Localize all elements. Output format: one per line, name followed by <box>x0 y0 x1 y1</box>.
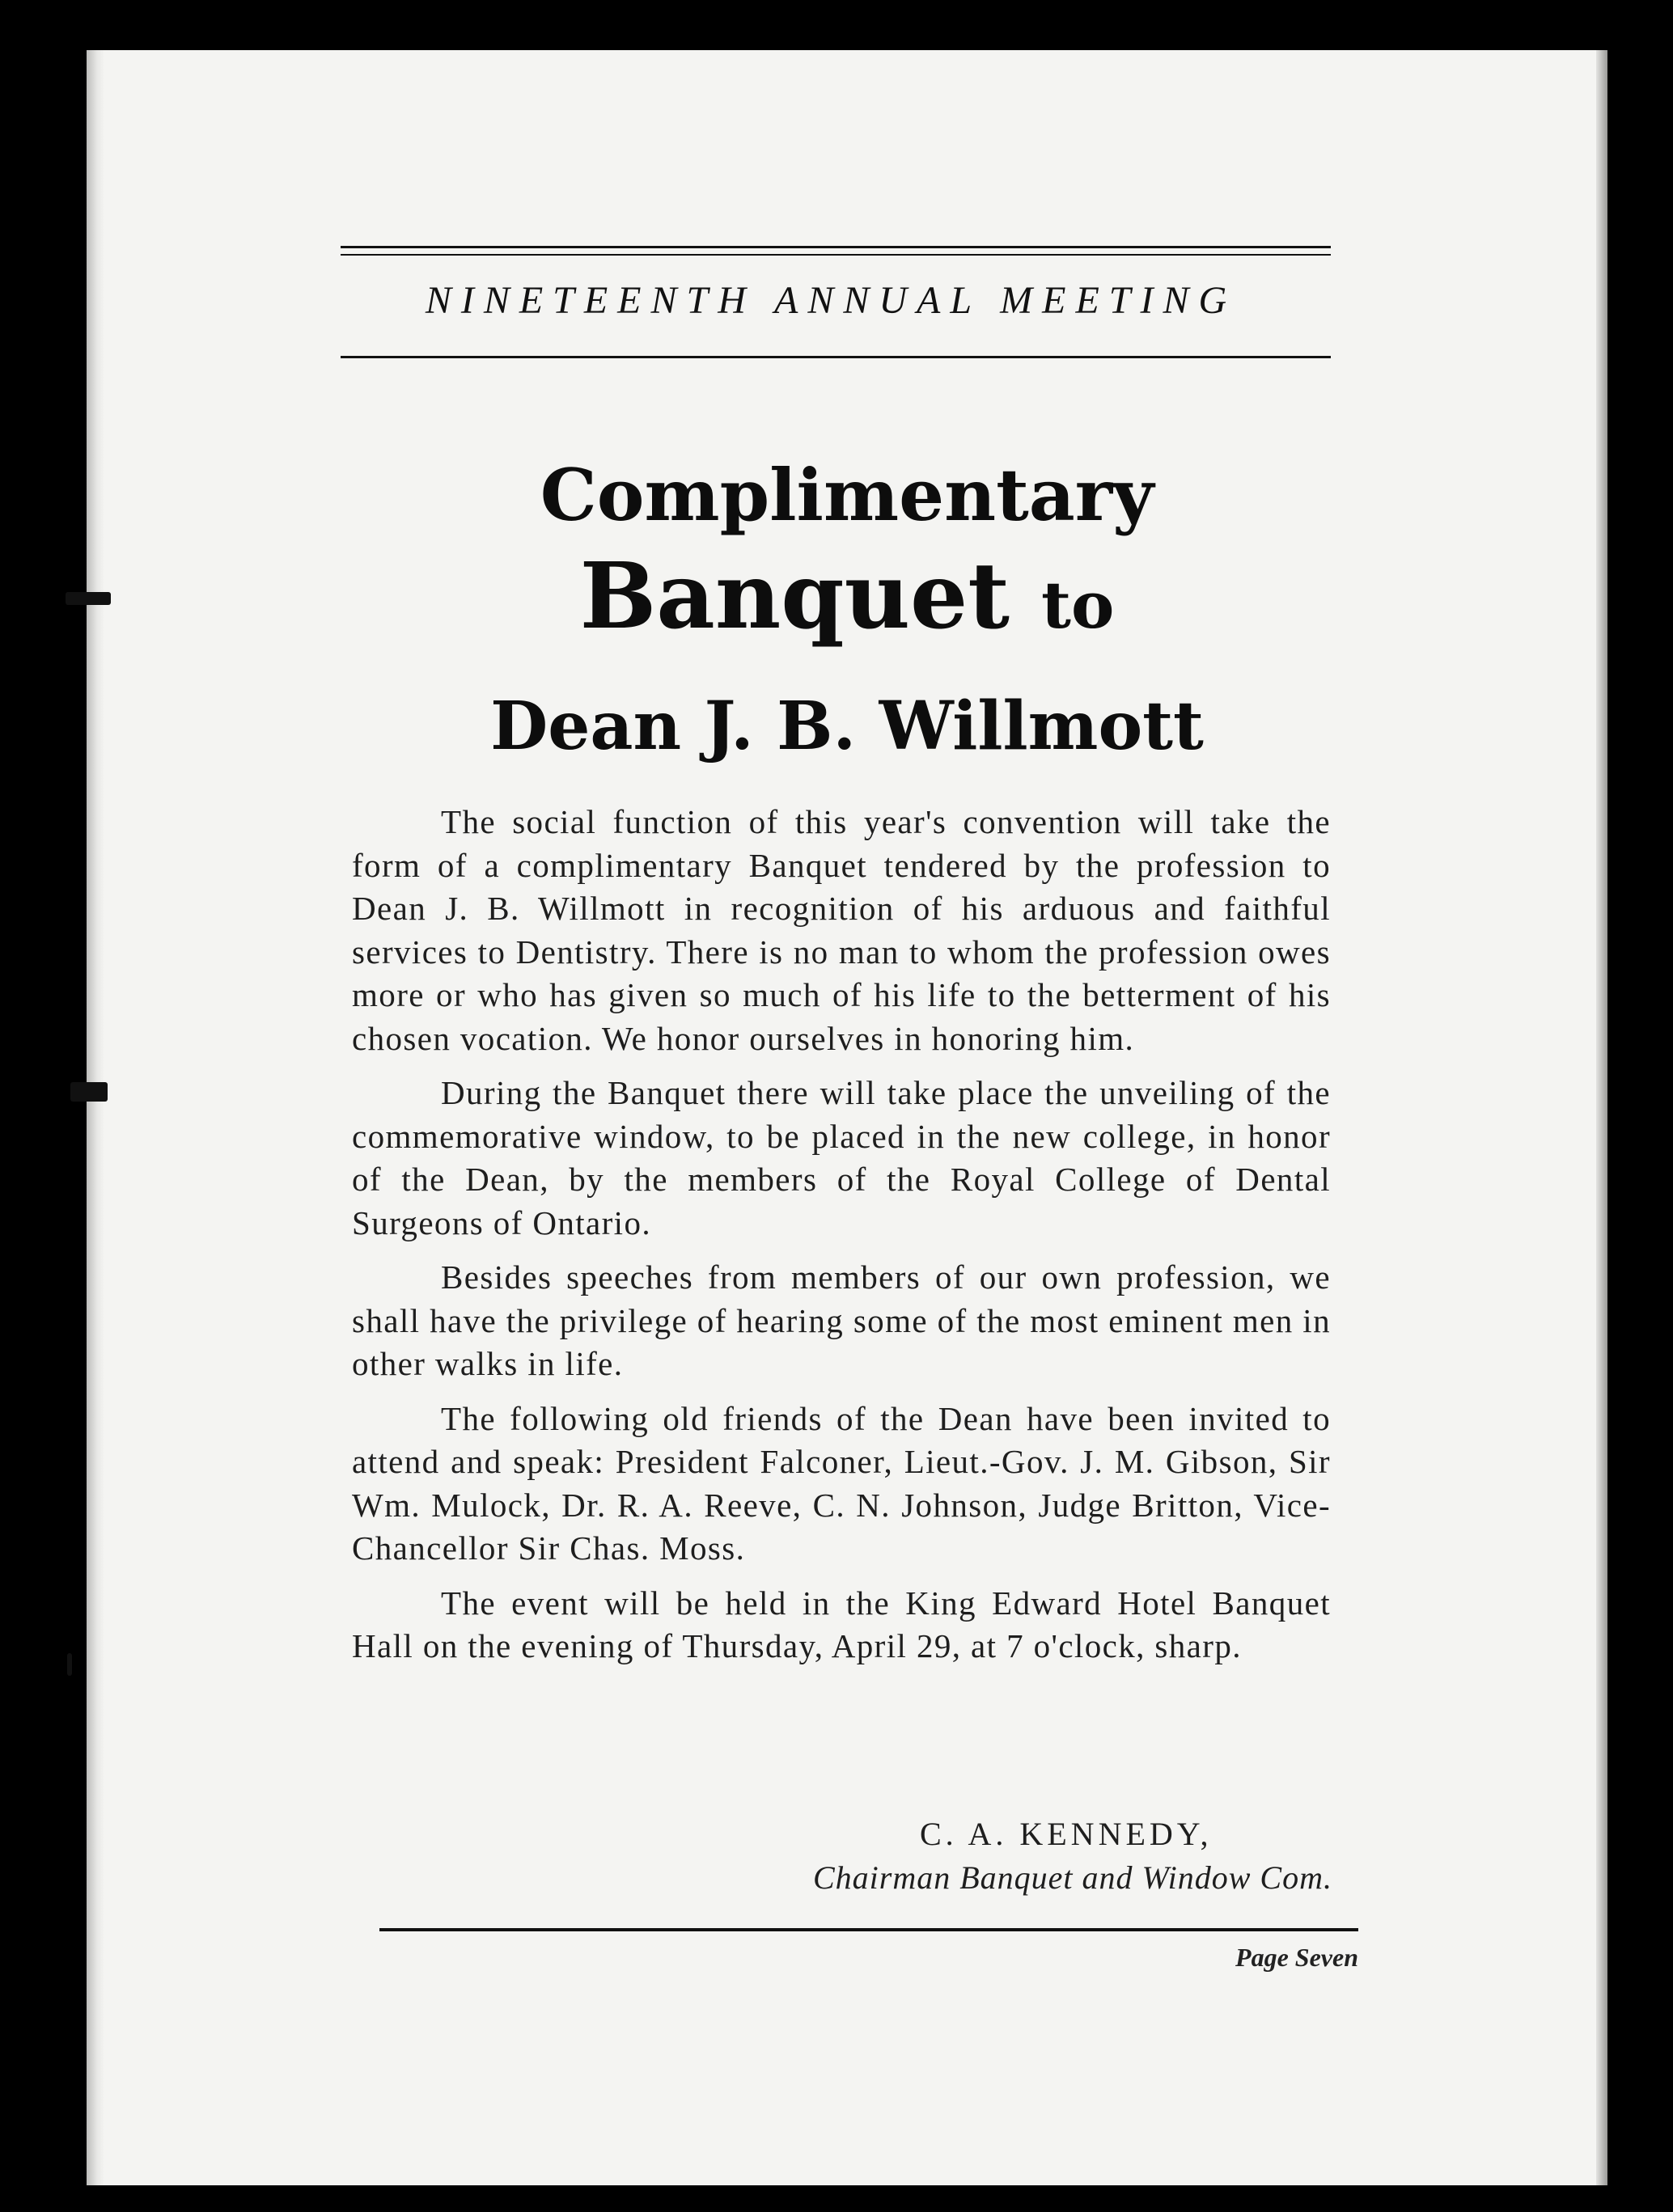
footer-rule <box>379 1928 1358 1931</box>
page-edge-shadow <box>1596 50 1607 2185</box>
body-paragraph: During the Banquet there will take place the unveiling of the commemorative window, to be placed in the new college, in honor of the Dean, by the members of the Royal College of Dental Surgeons of Ontario. <box>352 1074 1331 1241</box>
header-rule-top <box>341 246 1331 248</box>
document-page <box>87 50 1607 2185</box>
body-paragraph: The social function of this year's convention will take the form of a complimentary Banquet tendered by the profession to Dean J. B. Willmott in recognition of his arduous and faithful services to Dentistry. There is no man to whom the profession owes more or who has given so much of his life to the betterment of his chosen vocation. We honor ourselves in honoring him. <box>352 803 1331 1057</box>
title-line-1: Complimentary <box>540 453 1154 537</box>
title-line-3: Dean J. B. Willmott <box>490 687 1204 765</box>
title-to: to <box>1041 567 1115 643</box>
page-number: Page Seven <box>1235 1943 1358 1972</box>
body-paragraph: The event will be held in the King Edward Hotel Banquet Hall on the evening of Thursday, April 29, at 7 o'clock, sharp. <box>352 1584 1331 1664</box>
header-rule-top <box>341 254 1331 256</box>
signature-name: C. A. KENNEDY, <box>920 1816 1213 1852</box>
title-line-2 <box>248 543 1446 649</box>
page-spine-shadow <box>87 50 104 2185</box>
body-paragraph: Besides speeches from members of our own profession, we shall have the privilege of hearing some of the most eminent men in other walks in life. <box>352 1258 1331 1382</box>
header-rule-bottom <box>341 356 1331 358</box>
binding-mark <box>70 1082 108 1102</box>
body-paragraph: The following old friends of the Dean have been invited to attend and speak: President Falconer, Lieut.-Gov. J. M. Gibson, Sir Wm. Mulock, Dr. R. A. Reeve, C. N. Johnson, Judge Britton, Vice-Chancellor Sir Chas. Moss. <box>352 1399 1331 1567</box>
title-banquet: Banquet <box>579 543 1010 649</box>
meeting-header: NINETEENTH ANNUAL MEETING <box>425 279 1237 322</box>
binding-mark <box>66 592 111 605</box>
body-text <box>352 801 1331 1680</box>
binding-mark <box>67 1653 72 1676</box>
signature-title: Chairman Banquet and Window Com. <box>812 1859 1332 1896</box>
